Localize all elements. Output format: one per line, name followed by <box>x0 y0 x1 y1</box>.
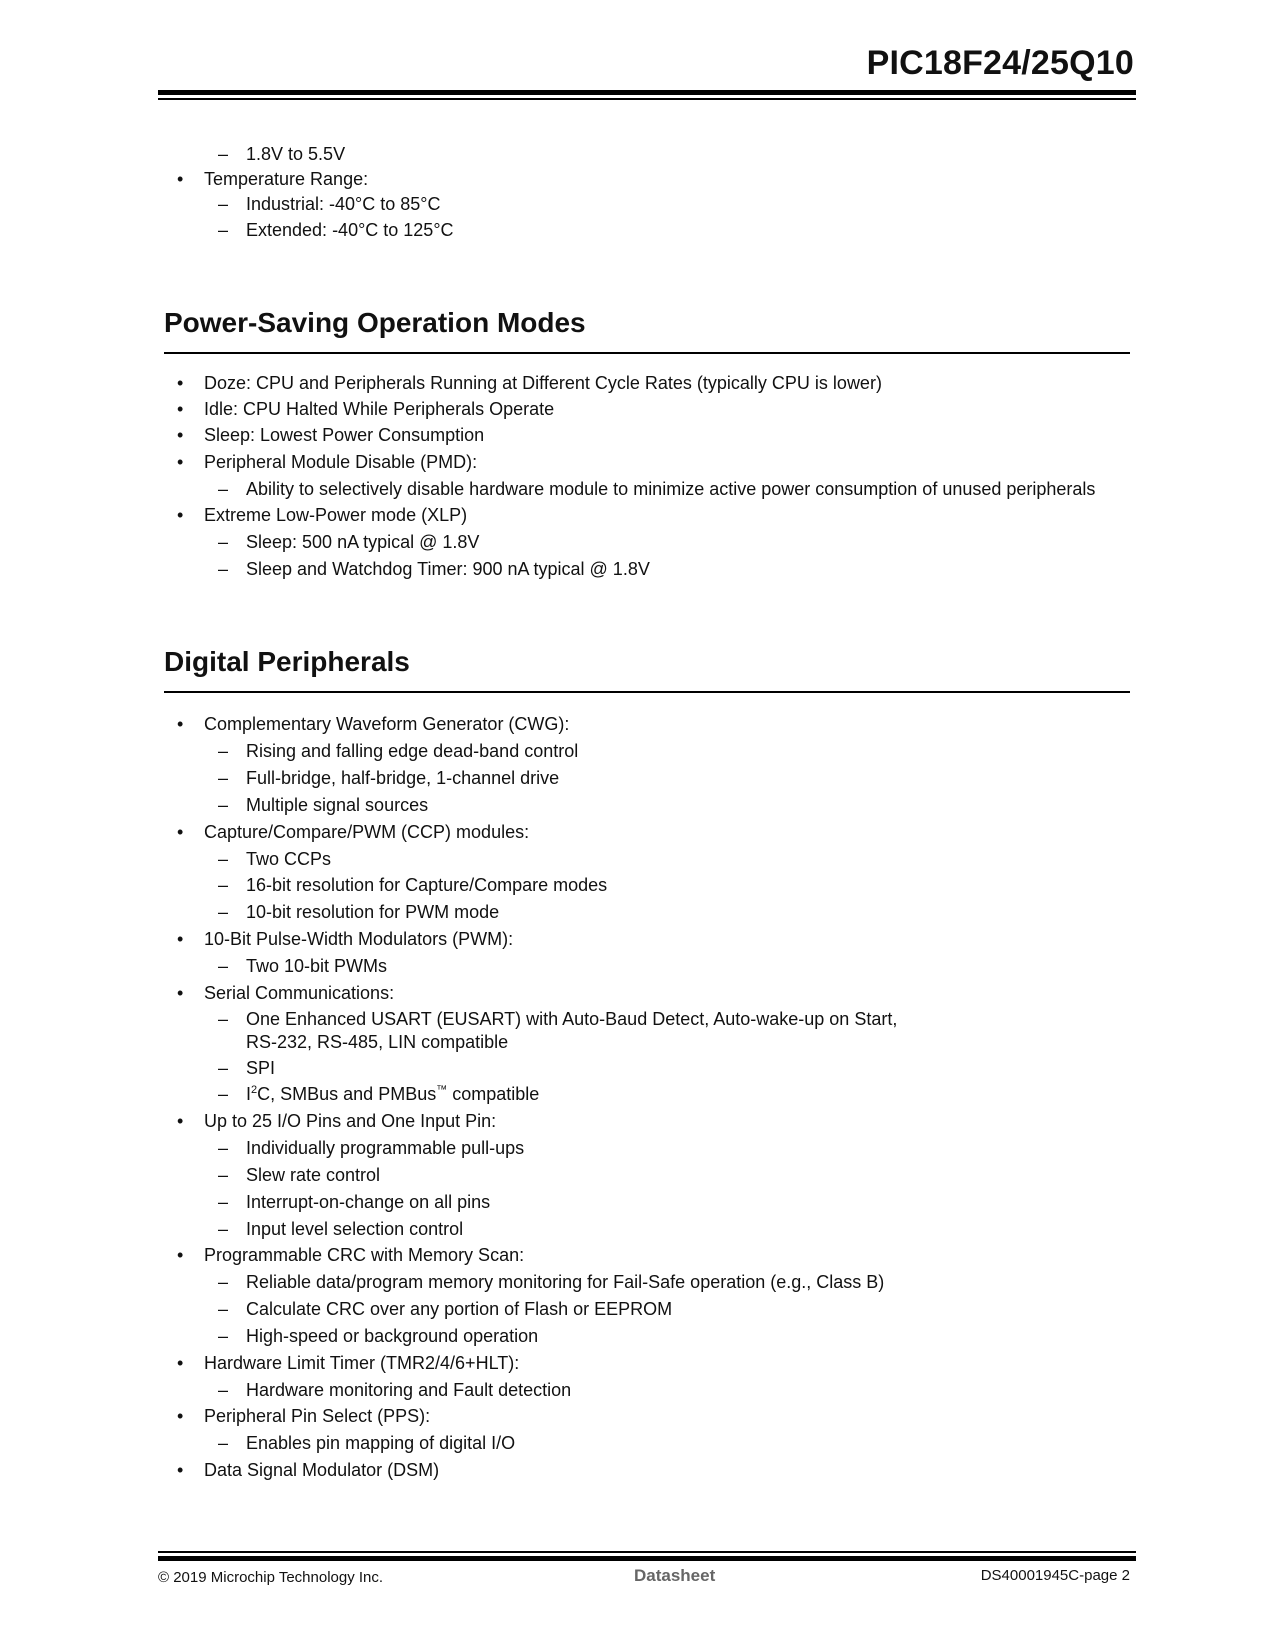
list-text: High-speed or background operation <box>246 1326 539 1346</box>
list-item <box>218 872 607 899</box>
list-item <box>218 738 578 765</box>
list-text: Interrupt-on-change on all pins <box>246 1192 491 1212</box>
list-dash: – <box>218 1380 229 1400</box>
list-dash: – <box>218 479 229 499</box>
list-item <box>177 926 513 953</box>
list-text: Rising and falling edge dead-band control <box>246 741 579 761</box>
list-text: Extreme Low-Power mode (XLP) <box>204 505 468 525</box>
page-title: PIC18F24/25Q10 <box>866 44 1134 82</box>
list-bullet: • <box>177 1460 184 1480</box>
list-item <box>218 1081 539 1108</box>
i2c-letter: I <box>246 1084 252 1104</box>
list-text: Programmable CRC with Memory Scan: <box>204 1245 525 1265</box>
footer-rule-thin <box>158 1551 1136 1553</box>
list-text: Enables pin mapping of digital I/O <box>246 1433 516 1453</box>
list-item <box>218 899 499 926</box>
list-text: 10-bit resolution for PWM mode <box>246 902 500 922</box>
header-rule-thick <box>158 90 1136 95</box>
list-dash: – <box>218 194 229 214</box>
list-text: Sleep: Lowest Power Consumption <box>204 425 485 445</box>
list-dash: – <box>218 1009 229 1029</box>
list-item <box>177 1457 439 1484</box>
list-bullet: • <box>177 399 184 419</box>
section-title-digital: Digital Peripherals <box>164 646 410 677</box>
trademark-symbol: ™ <box>436 1084 448 1096</box>
list-bullet: • <box>177 425 184 445</box>
list-item <box>218 141 345 168</box>
footer-datasheet-label: Datasheet <box>634 1566 716 1585</box>
list-bullet: • <box>177 169 184 189</box>
list-item <box>177 370 882 397</box>
list-bullet: • <box>177 505 184 525</box>
list-item <box>177 711 569 738</box>
list-item <box>177 422 484 449</box>
list-dash: – <box>218 849 229 869</box>
list-item <box>218 529 479 556</box>
list-text: Peripheral Pin Select (PPS): <box>204 1406 431 1426</box>
list-item <box>177 980 394 1007</box>
list-bullet: • <box>177 929 184 949</box>
list-dash: – <box>218 1138 229 1158</box>
list-dash: – <box>218 144 229 164</box>
page-number: DS40001945C-page 2 <box>980 1567 1130 1584</box>
list-item <box>218 476 1095 503</box>
list-text: Extended: -40°C to 125°C <box>246 220 454 240</box>
list-text: Serial Communications: <box>204 983 395 1003</box>
list-dash: – <box>218 1433 229 1453</box>
list-item <box>177 1242 524 1269</box>
list-text: Reliable data/program memory monitoring for Fail-Safe operation (e.g., Class B) <box>246 1272 885 1292</box>
header-rule-thin <box>158 98 1136 100</box>
list-item <box>218 556 650 583</box>
list-text: Multiple signal sources <box>246 795 429 815</box>
list-text: Sleep and Watchdog Timer: 900 nA typical @ 1.8V <box>246 559 650 579</box>
list-item <box>218 1162 380 1189</box>
list-text: Complementary Waveform Generator (CWG): <box>204 714 570 734</box>
list-item <box>218 792 428 819</box>
list-text: Two 10-bit PWMs <box>246 956 388 976</box>
list-text: Hardware monitoring and Fault detection <box>246 1380 572 1400</box>
list-item <box>218 1135 524 1162</box>
list-dash: – <box>218 1165 229 1185</box>
list-item <box>218 191 440 218</box>
list-text: Idle: CPU Halted While Peripherals Operate <box>204 399 555 419</box>
list-item <box>218 765 559 792</box>
list-item <box>177 1403 430 1430</box>
list-item <box>177 396 554 423</box>
list-text: 10-Bit Pulse-Width Modulators (PWM): <box>204 929 514 949</box>
section-title-power: Power-Saving Operation Modes <box>164 307 586 338</box>
list-dash: – <box>218 1299 229 1319</box>
list-text: Full-bridge, half-bridge, 1-channel drive <box>246 768 560 788</box>
list-text: Input level selection control <box>246 1219 464 1239</box>
list-text: Industrial: -40°C to 85°C <box>246 194 441 214</box>
list-item <box>177 1350 519 1377</box>
list-text: Ability to selectively disable hardware module to minimize active power consumption of unused peripherals <box>246 479 1096 499</box>
list-text: RS-232, RS-485, LIN compatible <box>246 1032 509 1052</box>
list-text: 1.8V to 5.5V <box>246 144 346 164</box>
list-bullet: • <box>177 452 184 472</box>
section-rule <box>164 691 1130 693</box>
list-dash: – <box>218 1084 229 1104</box>
list-dash: – <box>218 220 229 240</box>
list-text: Data Signal Modulator (DSM) <box>204 1460 440 1480</box>
i2c-superscript: 2 <box>251 1084 258 1096</box>
list-bullet: • <box>177 714 184 734</box>
list-text: SPI <box>246 1058 276 1078</box>
i2c-suffix-text: compatible <box>447 1084 540 1104</box>
list-bullet: • <box>177 983 184 1003</box>
list-item <box>177 502 467 529</box>
list-bullet: • <box>177 1111 184 1131</box>
list-text: Hardware Limit Timer (TMR2/4/6+HLT): <box>204 1353 520 1373</box>
list-text: Individually programmable pull-ups <box>246 1138 525 1158</box>
footer-rule-thick <box>158 1556 1136 1561</box>
list-item <box>218 1377 571 1404</box>
list-text: Sleep: 500 nA typical @ 1.8V <box>246 532 480 552</box>
list-text: Calculate CRC over any portion of Flash or EEPROM <box>246 1299 673 1319</box>
list-dash: – <box>218 741 229 761</box>
list-dash: – <box>218 875 229 895</box>
list-text: 16-bit resolution for Capture/Compare modes <box>246 875 608 895</box>
list-dash: – <box>218 1058 229 1078</box>
list-dash: – <box>218 532 229 552</box>
list-item <box>177 449 477 476</box>
section-rule <box>164 352 1130 354</box>
list-text: One Enhanced USART (EUSART) with Auto-Baud Detect, Auto-wake-up on Start, <box>246 1009 898 1029</box>
list-text: Two CCPs <box>246 849 332 869</box>
list-dash: – <box>218 1192 229 1212</box>
list-bullet: • <box>177 1353 184 1373</box>
list-item <box>218 953 387 980</box>
list-item <box>218 1296 672 1323</box>
list-item <box>218 1055 275 1082</box>
list-text: Peripheral Module Disable (PMD): <box>204 452 478 472</box>
list-text: Temperature Range: <box>204 169 369 189</box>
list-dash: – <box>218 795 229 815</box>
list-item <box>218 1323 538 1350</box>
list-dash: – <box>218 559 229 579</box>
list-text: Slew rate control <box>246 1165 381 1185</box>
list-item <box>177 819 529 846</box>
list-bullet: • <box>177 1245 184 1265</box>
list-item <box>177 166 368 193</box>
list-text <box>246 1084 539 1104</box>
list-text: Capture/Compare/PWM (CCP) modules: <box>204 822 530 842</box>
list-dash: – <box>218 1326 229 1346</box>
list-dash: – <box>218 1219 229 1239</box>
list-text: Doze: CPU and Peripherals Running at Different Cycle Rates (typically CPU is lower) <box>204 373 882 393</box>
list-dash: – <box>218 768 229 788</box>
list-item-continuation <box>218 1029 508 1056</box>
list-text: Up to 25 I/O Pins and One Input Pin: <box>204 1111 497 1131</box>
list-bullet: • <box>177 373 184 393</box>
list-item <box>218 1216 463 1243</box>
list-item <box>218 1430 515 1457</box>
list-item <box>218 1189 490 1216</box>
list-item <box>218 846 331 873</box>
list-dash: – <box>218 1272 229 1292</box>
i2c-middle-text: C, SMBus and PMBus <box>257 1084 437 1104</box>
list-dash: – <box>218 902 229 922</box>
list-bullet: • <box>177 1406 184 1426</box>
list-dash: – <box>218 956 229 976</box>
list-item <box>218 1269 884 1296</box>
list-bullet: • <box>177 822 184 842</box>
copyright: © 2019 Microchip Technology Inc. <box>158 1569 384 1586</box>
list-item <box>177 1108 496 1135</box>
list-item <box>218 217 454 244</box>
